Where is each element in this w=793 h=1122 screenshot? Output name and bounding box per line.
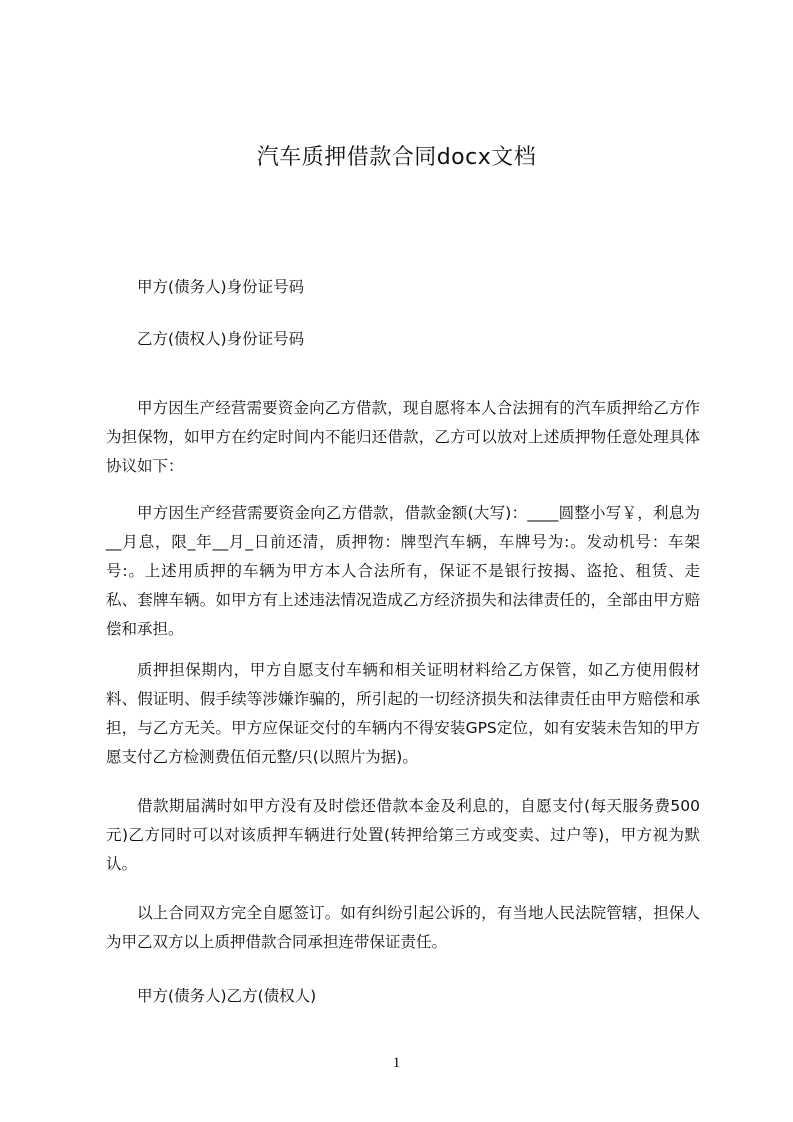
intro-paragraph: 甲方因生产经营需要资金向乙方借款，现自愿将本人合法拥有的汽车质押给乙方作为担保物，如甲方在约定时间内不能归还借款，乙方可以放对上述质押物任意处理具体协议如下： [106, 399, 700, 475]
loan-terms-paragraph: 甲方因生产经营需要资金向乙方借款，借款金额(大写)：____圆整小写￥，利息为__月息，限_年__月_日前还清，质押物：牌型汽车辆，车牌号为:。发动机号：车架号:。上述用质押的车辆为甲方本人合法所有，保证不是银行按揭、盗抢、租赁、走私、套牌车辆。如甲方有上述违法情况造成乙方经济损失和法律责任的，全部由甲方赔偿和承担。 [106, 504, 700, 638]
party-b-line: 乙方(债权人)身份证号码 [137, 330, 305, 348]
party-a-line: 甲方(债务人)身份证号码 [137, 278, 305, 296]
pledge-period-paragraph: 质押担保期内，甲方自愿支付车辆和相关证明材料给乙方保管，如乙方使用假材料、假证明、假手续等涉嫌诈骗的，所引起的一切经济损失和法律责任由甲方赔偿和承担，与乙方无关。甲方应保证交付的车辆内不得安装GPS定位，如有安装未告知的甲方愿支付乙方检测费伍佰元整/只(以照片为据)。 [106, 661, 700, 766]
default-paragraph: 借款期届满时如甲方没有及时偿还借款本金及利息的，自愿支付(每天服务费500元)乙方同时可以对该质押车辆进行处置(转押给第三方或变卖、过户等)，甲方视为默认。 [106, 797, 700, 873]
document-title: 汽车质押借款合同docx文档 [256, 145, 537, 170]
signature-line: 甲方(债务人)乙方(债权人) [137, 987, 317, 1005]
agreement-paragraph: 以上合同双方完全自愿签订。如有纠纷引起公诉的，有当地人民法院管辖，担保人为甲乙双方以上质押借款合同承担连带保证责任。 [106, 904, 700, 951]
page-number: 1 [392, 1055, 401, 1071]
